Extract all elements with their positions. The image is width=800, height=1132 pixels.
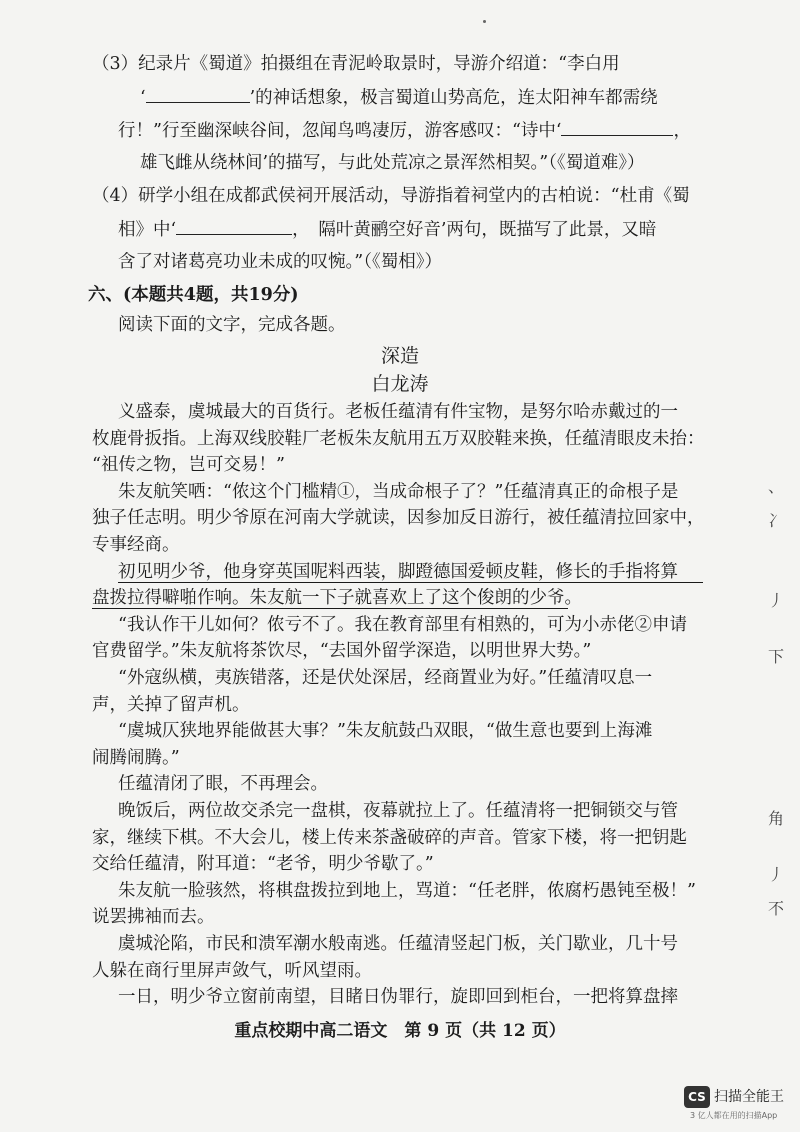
q3-line-3: 行！”行至幽深峡谷间，忽闻鸟鸣凄厉，游客感叹：“诗中‘ ， bbox=[118, 118, 691, 143]
q3-line-1: （3）纪录片《蜀道》拍摄组在青泥岭取景时，导游介绍道：“李白用 bbox=[92, 54, 620, 74]
answer-blank[interactable] bbox=[561, 118, 673, 136]
answer-blank[interactable] bbox=[176, 217, 292, 235]
story-line: “祖传之物，岂可交易！” bbox=[92, 455, 285, 476]
story-line: 义盛泰，虞城最大的百货行。老板任蕴清有件宝物，是努尔哈赤戴过的一 bbox=[118, 402, 678, 422]
page-footer: 重点校期中高二语文 第 9 页（共 12 页） bbox=[234, 1021, 566, 1041]
story-line: 闹腾闹腾。” bbox=[92, 747, 180, 768]
story-line: 家，继续下棋。不大会儿，楼上传来茶盏破碎的声音。管家下楼，将一把钥匙 bbox=[92, 827, 687, 848]
camscanner-name: 扫描全能王 bbox=[714, 1089, 784, 1105]
q4-line-3: 含了对诸葛亮功业未成的叹惋。”（《蜀相》） bbox=[118, 252, 442, 272]
section-heading: 六、(本题共4题，共19分) bbox=[88, 285, 299, 305]
story-line: 人躲在商行里屏声敛气，听风望雨。 bbox=[92, 960, 372, 981]
story-line: 任蕴清闭了眼，不再理会。 bbox=[118, 774, 328, 795]
story-line: “我认作干儿如何？侬亏不了。我在教育部里有相熟的，可为小赤佬②申请 bbox=[118, 614, 687, 635]
story-line: 朱友航笑哂：“侬这个门槛精①，当成命根子了？”任蕴清真正的命根子是 bbox=[118, 481, 679, 502]
story-title: 深造 bbox=[380, 345, 419, 367]
story-line: 虞城沦陷，市民和溃军潮水般南逃。任蕴清竖起门板，关门歇业，几十号 bbox=[118, 934, 678, 954]
section-instruction: 阅读下面的文字，完成各题。 bbox=[118, 315, 346, 335]
story-line: 声，关掉了留声机。 bbox=[92, 694, 250, 715]
edge-glyph: 、 bbox=[768, 477, 785, 496]
handwritten-underline bbox=[118, 582, 703, 583]
story-line: 专事经商。 bbox=[92, 535, 180, 555]
camscanner-logo: CS bbox=[684, 1086, 710, 1108]
story-author: 白龙涛 bbox=[371, 373, 429, 395]
edge-glyph: 角 bbox=[768, 809, 785, 828]
story-line: 一日，明少爷立窗前南望，目睹日伪罪行，旋即回到柜台，一把将算盘摔 bbox=[118, 987, 678, 1008]
story-line: 独子任志明。明少爷原在河南大学就读，因参加反日游行，被任蕴清拉回家中， bbox=[92, 508, 705, 529]
q3-line-4: 雄飞雌从绕林间’的描写，与此处荒凉之景浑然相契。”（《蜀道难》） bbox=[140, 153, 645, 173]
story-line: 官费留学。”朱友航将茶饮尽，“去国外留学深造，以明世界大势。” bbox=[92, 641, 592, 662]
story-line-underlined: 盘拨拉得噼啪作响。朱友航一下子就喜欢上了这个俊朗的少爷。 bbox=[92, 588, 582, 609]
handwritten-underline bbox=[92, 608, 568, 609]
q4-line-2: 相》中‘ ， 隔叶黄鹂空好音’两句，既描写了此景，又暗 bbox=[118, 217, 656, 242]
story-line: 晚饭后，两位故交杀完一盘棋，夜幕就拉上了。任蕴清将一把铜锁交与管 bbox=[118, 801, 678, 821]
story-line: “虞城仄狭地界能做甚大事？”朱友航鼓凸双眼，“做生意也要到上海滩 bbox=[118, 721, 653, 742]
edge-glyph: 不 bbox=[768, 899, 785, 918]
story-line: 朱友航一脸骇然，将棋盘拨拉到地上，骂道：“任老胖，侬腐朽愚钝至极！” bbox=[118, 880, 696, 901]
q3-line-2: ‘ ’的神话想象，极言蜀道山势高危，连太阳神车都需绕 bbox=[140, 85, 658, 110]
edge-glyph: 下 bbox=[768, 647, 785, 666]
story-line-underlined: 初见明少爷，他身穿英国呢料西装，脚蹬德国爱顿皮鞋，修长的手指将算 bbox=[118, 561, 678, 582]
answer-blank[interactable] bbox=[146, 85, 250, 103]
edge-glyph: 冫 bbox=[768, 511, 785, 530]
story-line: “外寇纵横，夷族错落，还是伏处深居，经商置业为好。”任蕴清叹息一 bbox=[118, 668, 653, 688]
story-line: 说罢拂袖而去。 bbox=[92, 907, 215, 928]
scan-speck bbox=[483, 20, 486, 23]
camscanner-tagline: 3 亿人都在用的扫描App bbox=[690, 1111, 778, 1120]
edge-glyph: 丿 bbox=[768, 865, 785, 884]
story-line: 交给任蕴清，附耳道：“老爷，明少爷歇了。” bbox=[92, 854, 434, 875]
edge-glyph: 丿 bbox=[768, 591, 785, 610]
story-line: 枚鹿骨扳指。上海双线胶鞋厂老板朱友航用五万双胶鞋来换，任蕴清眼皮未抬： bbox=[92, 428, 705, 449]
q4-line-1: （4）研学小组在成都武侯祠开展活动，导游指着祠堂内的古柏说：“杜甫《蜀 bbox=[92, 186, 690, 206]
